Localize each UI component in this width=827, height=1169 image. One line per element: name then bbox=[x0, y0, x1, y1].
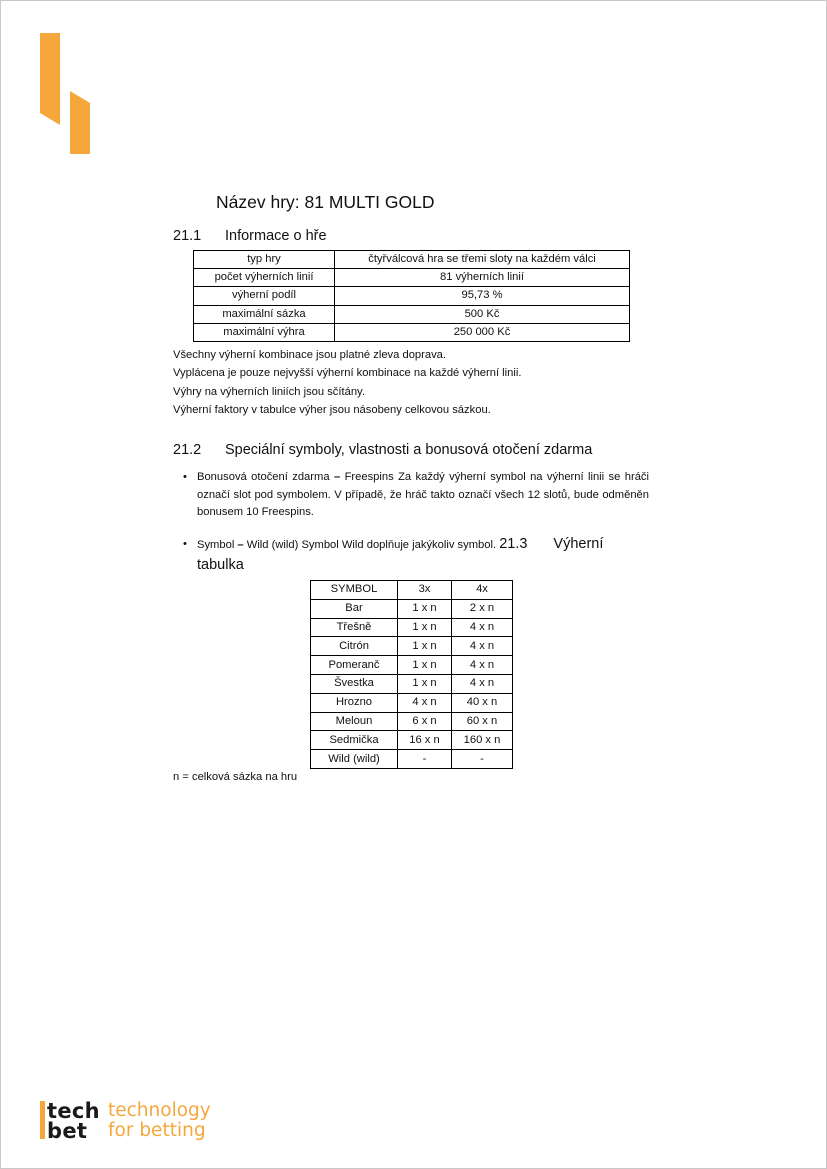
payout-cell: - bbox=[452, 750, 513, 769]
section-title: Informace o hře bbox=[225, 228, 327, 244]
info-value: čtyřválcová hra se třemi sloty na každém válci bbox=[335, 251, 630, 269]
symbol-name: Citrón bbox=[311, 637, 398, 656]
bullet-text: Freespins Za každý výherní symbol na výherní linii se hráči označí slot pod symbolem. V případě, že hráč takto označí všech 12 slotů, bude odměněn bonusem 10 Freespins. bbox=[197, 471, 649, 518]
symbol-name: Sedmička bbox=[311, 731, 398, 750]
column-header: 3x bbox=[398, 581, 452, 600]
payout-cell: 2 x n bbox=[452, 599, 513, 618]
logo-tagline-2: for betting bbox=[108, 1120, 206, 1141]
payout-cell: 160 x n bbox=[452, 731, 513, 750]
section-number: 21.2 bbox=[173, 442, 202, 458]
payout-cell: 4 x n bbox=[452, 618, 513, 637]
section-number: 21.1 bbox=[173, 228, 202, 244]
payout-cell: 4 x n bbox=[452, 656, 513, 675]
payout-cell: 1 x n bbox=[398, 618, 452, 637]
section-title: Speciální symboly, vlastnosti a bonusová otočení zdarma bbox=[225, 442, 593, 458]
paytable-row bbox=[311, 731, 513, 750]
section-title: Výherní bbox=[553, 536, 604, 552]
payout-cell: 60 x n bbox=[452, 712, 513, 731]
info-key: maximální výhra bbox=[194, 323, 335, 341]
paytable-row bbox=[311, 637, 513, 656]
payout-cell: 1 x n bbox=[398, 656, 452, 675]
section-number: 21.3 bbox=[499, 536, 528, 552]
column-header: SYMBOL bbox=[311, 581, 398, 600]
bullet-lead: Bonusová otočení zdarma bbox=[197, 471, 330, 483]
info-row bbox=[194, 251, 630, 269]
info-row bbox=[194, 323, 630, 341]
bullet-freespins bbox=[183, 469, 649, 522]
info-key: maximální sázka bbox=[194, 305, 335, 323]
bullet-dot-icon: • bbox=[183, 471, 187, 483]
bullet-text: Wild (wild) Symbol Wild doplňuje jakýkoliv symbol. bbox=[246, 539, 497, 551]
symbol-name: Hrozno bbox=[311, 693, 398, 712]
rule-line: Vyplácena je pouze nejvyšší výherní kombinace na každé výherní linii. bbox=[173, 367, 522, 380]
section-title-continued: tabulka bbox=[197, 557, 244, 573]
paytable-row bbox=[311, 693, 513, 712]
paytable-row bbox=[311, 618, 513, 637]
info-key: výherní podíl bbox=[194, 287, 335, 305]
info-key: počet výherních linií bbox=[194, 269, 335, 287]
logo-accent-bar bbox=[40, 1101, 45, 1139]
logo-word-tech: tech bbox=[47, 1099, 100, 1123]
info-row bbox=[194, 305, 630, 323]
payout-cell: 4 x n bbox=[452, 674, 513, 693]
bullet-dot-icon: • bbox=[183, 538, 187, 550]
symbol-name: Třešně bbox=[311, 618, 398, 637]
symbol-name: Švestka bbox=[311, 674, 398, 693]
info-value: 81 výherních linií bbox=[335, 269, 630, 287]
payout-cell: 6 x n bbox=[398, 712, 452, 731]
brand-logo-mark bbox=[40, 33, 92, 157]
paytable-row bbox=[311, 712, 513, 731]
document-title: Název hry: 81 MULTI GOLD bbox=[216, 192, 435, 212]
logo-tagline-1: technology bbox=[108, 1100, 211, 1121]
paytable-row bbox=[311, 656, 513, 675]
payout-cell: 40 x n bbox=[452, 693, 513, 712]
rules-paragraphs bbox=[173, 346, 521, 419]
rule-line: Výhry na výherních liniích jsou sčítány. bbox=[173, 385, 365, 398]
rule-line: Výherní faktory v tabulce výher jsou násobeny celkovou sázkou. bbox=[173, 403, 491, 416]
payout-cell: 1 x n bbox=[398, 599, 452, 618]
paytable-note: n = celková sázka na hru bbox=[173, 771, 298, 783]
info-row bbox=[194, 287, 630, 305]
info-value: 95,73 % bbox=[335, 287, 630, 305]
bullet-lead: Symbol bbox=[197, 539, 235, 551]
bullet-dash: – bbox=[234, 539, 247, 551]
paytable-header-row bbox=[311, 581, 513, 600]
payout-cell: 4 x n bbox=[398, 693, 452, 712]
section-heading-info bbox=[173, 228, 327, 244]
symbol-name: Pomeranč bbox=[311, 656, 398, 675]
column-header: 4x bbox=[452, 581, 513, 600]
symbol-name: Meloun bbox=[311, 712, 398, 731]
payout-cell: - bbox=[398, 750, 452, 769]
info-key: typ hry bbox=[194, 251, 335, 269]
payout-cell: 16 x n bbox=[398, 731, 452, 750]
payout-cell: 1 x n bbox=[398, 637, 452, 656]
logo-word-bet: bet bbox=[47, 1119, 88, 1143]
bullet-wild bbox=[183, 534, 649, 576]
symbol-name: Bar bbox=[311, 599, 398, 618]
section-heading-special bbox=[173, 442, 592, 458]
info-row bbox=[194, 269, 630, 287]
symbol-name: Wild (wild) bbox=[311, 750, 398, 769]
paytable bbox=[310, 580, 513, 769]
paytable-row bbox=[311, 674, 513, 693]
payout-cell: 1 x n bbox=[398, 674, 452, 693]
info-value: 500 Kč bbox=[335, 305, 630, 323]
info-value: 250 000 Kč bbox=[335, 323, 630, 341]
game-info-table bbox=[193, 250, 630, 342]
paytable-row bbox=[311, 599, 513, 618]
paytable-row bbox=[311, 750, 513, 769]
rule-line: Všechny výherní kombinace jsou platné zleva doprava. bbox=[173, 349, 447, 361]
bullet-dash: – bbox=[329, 471, 345, 483]
payout-cell: 4 x n bbox=[452, 637, 513, 656]
